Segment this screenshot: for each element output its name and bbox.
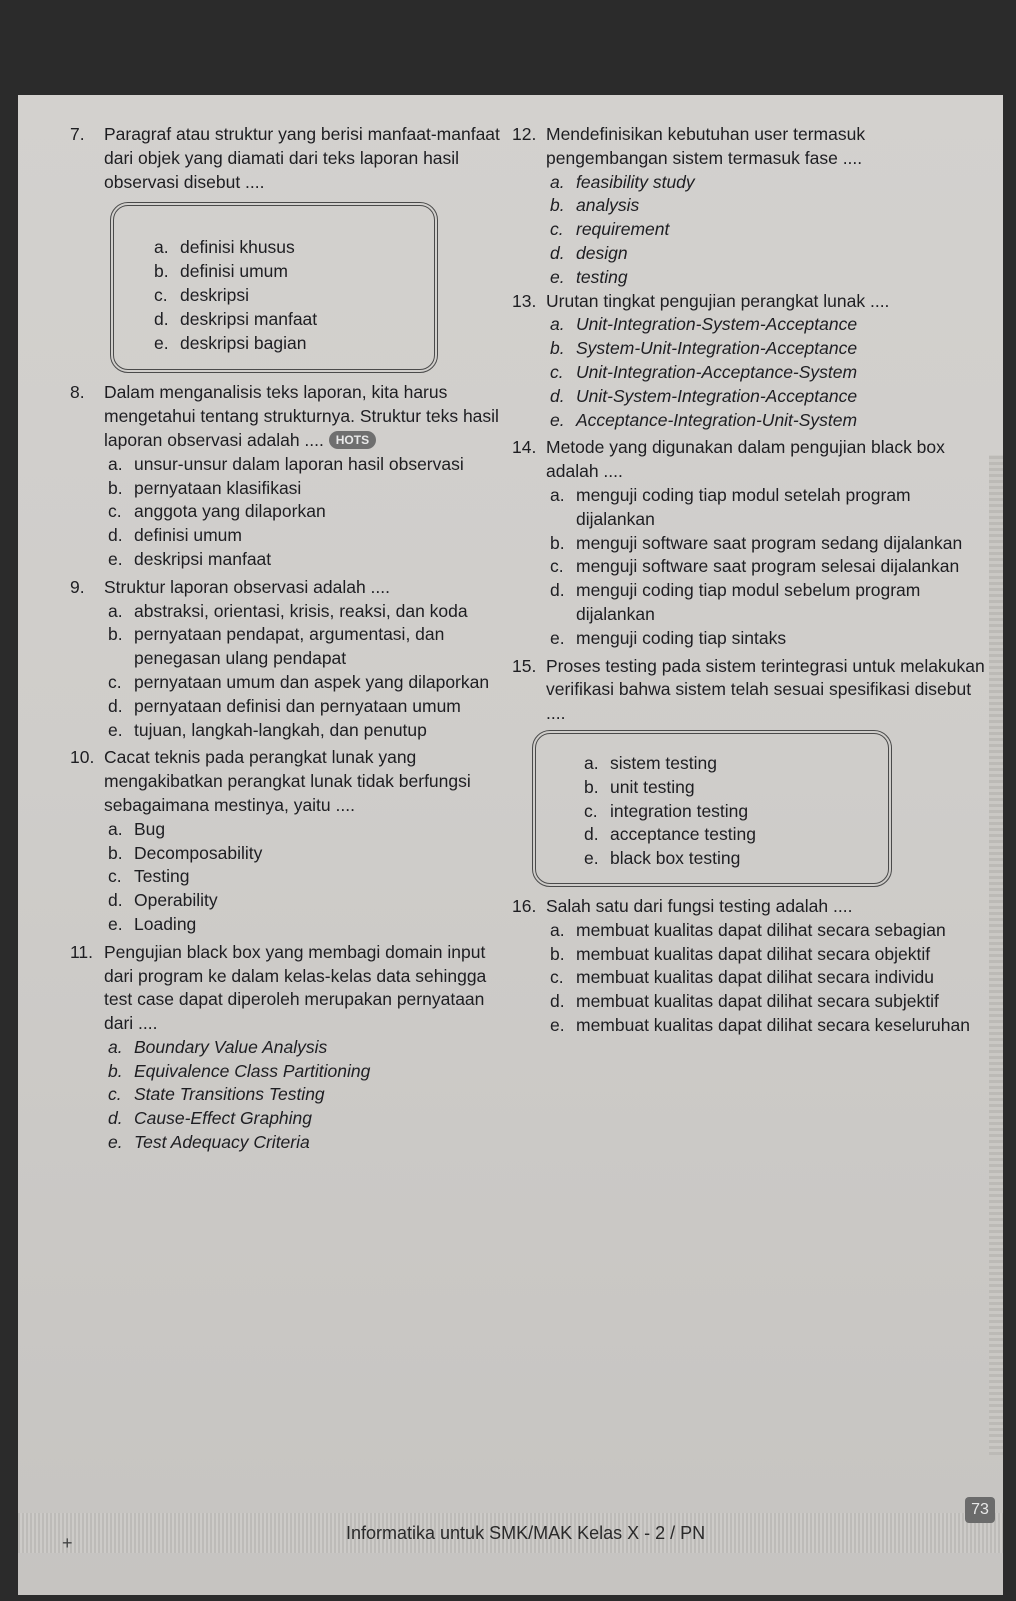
option-letter: c.: [550, 556, 564, 577]
question-13: [512, 290, 986, 433]
question-9: [70, 576, 500, 743]
text: [104, 381, 500, 452]
question-7: [70, 123, 500, 373]
option-letter: a.: [154, 237, 169, 258]
question-number: 16.: [512, 895, 537, 916]
option-letter: c.: [550, 361, 564, 382]
text: Decomposability: [134, 842, 263, 863]
option: [108, 477, 500, 501]
text: Unit-Integration-Acceptance-System: [576, 361, 858, 382]
option: [108, 1036, 500, 1060]
question-16: [512, 895, 986, 1038]
option: [550, 555, 986, 579]
option: [154, 332, 424, 356]
option: [108, 453, 500, 477]
question-number: 14.: [512, 437, 537, 458]
option: [550, 194, 986, 218]
question-number: 11.: [70, 941, 94, 962]
option: [550, 943, 986, 967]
text: Struktur laporan observasi adalah ....: [104, 576, 390, 597]
plus-icon: +: [62, 1533, 73, 1553]
text: Equivalence Class Partitioning: [134, 1060, 371, 1081]
question-number: 7.: [70, 124, 85, 144]
option-letter: d.: [550, 991, 565, 1012]
text: menguji coding tiap modul sebelum program dijalankan: [576, 580, 921, 624]
footer-title: Informatika untuk SMK/MAK Kelas X - 2 / PN: [346, 1523, 706, 1543]
text: menguji coding tiap modul setelah program dijalankan: [576, 484, 911, 529]
question-11: [70, 941, 500, 1155]
option: [154, 236, 424, 260]
text: Proses testing pada sistem terintegrasi untuk melakukan verifikasi bahwa sistem telah sesuai spesifikasi disebut ....: [546, 655, 985, 724]
option: [108, 1083, 500, 1107]
text: Cacat teknis pada perangkat lunak yang mengakibatkan perangkat lunak tidak berfungsi sebagaimana mestinya, yaitu ....: [104, 747, 471, 815]
option: [550, 532, 986, 556]
option: [550, 409, 986, 433]
text: pernyataan klasifikasi: [134, 477, 302, 498]
text: menguji software saat program sedang dijalankan: [576, 532, 963, 553]
text: Loading: [134, 913, 197, 934]
option-letter: b.: [108, 842, 123, 863]
decorative-option-frame: [532, 730, 892, 887]
text: Cause-Effect Graphing: [134, 1108, 313, 1129]
option-letter: e.: [154, 332, 169, 353]
text: membuat kualitas dapat dilihat secara individu: [576, 967, 934, 988]
text: Boundary Value Analysis: [134, 1036, 328, 1057]
option: [108, 671, 500, 695]
option-letter: d.: [108, 525, 123, 546]
option: [108, 1131, 500, 1155]
text: abstraksi, orientasi, krisis, reaksi, dan koda: [134, 600, 468, 621]
option: [550, 361, 986, 385]
option-letter: c.: [108, 1084, 122, 1105]
option: [154, 308, 424, 332]
text: Metode yang digunakan dalam pengujian black box adalah ....: [546, 437, 945, 482]
option: [108, 818, 500, 842]
text: design: [576, 242, 628, 263]
option-letter: e.: [108, 548, 123, 569]
page-edge-texture: [989, 455, 1003, 1455]
option-letter: c.: [108, 866, 122, 887]
option-letter: d.: [550, 385, 565, 406]
option-letter: b.: [108, 624, 123, 645]
option-letter: c.: [108, 501, 122, 522]
option-letter: c.: [108, 671, 122, 692]
option-letter: d.: [550, 242, 565, 263]
option: [584, 800, 878, 824]
option-letter: d.: [584, 824, 599, 845]
option: [550, 484, 986, 532]
option-letter: a.: [108, 1036, 123, 1057]
option: [550, 218, 986, 242]
option: [108, 524, 500, 548]
option: [108, 1060, 500, 1084]
text: Testing: [134, 866, 190, 887]
question-8: [70, 381, 500, 571]
option: [108, 719, 500, 743]
text: deskripsi bagian: [180, 332, 307, 353]
text: System-Unit-Integration-Acceptance: [576, 338, 858, 359]
text: analysis: [576, 195, 640, 216]
question-number: 9.: [70, 576, 85, 597]
option: [550, 337, 986, 361]
text: Pengujian black box yang membagi domain input dari program ke dalam kelas-kelas data sehingga test case dapat diperoleh merupakan pernyataan dari ....: [104, 941, 487, 1034]
option: [550, 579, 986, 627]
option: [584, 776, 878, 800]
text: State Transitions Testing: [134, 1084, 325, 1105]
text: menguji software saat program selesai dijalankan: [576, 556, 960, 577]
text: definisi umum: [180, 261, 288, 282]
option: [584, 752, 878, 776]
option-letter: c.: [550, 219, 564, 240]
text: pernyataan definisi dan pernyataan umum: [134, 695, 461, 716]
option-letter: b.: [584, 776, 599, 797]
text: definisi khusus: [180, 237, 295, 258]
hots-badge: HOTS: [329, 431, 376, 449]
option-letter: d.: [154, 308, 169, 329]
text: tujuan, langkah-langkah, dan penutup: [134, 719, 427, 740]
option-letter: e.: [550, 627, 565, 648]
question-number: 13.: [512, 290, 537, 311]
text: anggota yang dilaporkan: [134, 501, 326, 522]
option: [550, 990, 986, 1014]
right-column: [512, 123, 986, 1038]
option-letter: e.: [550, 1014, 565, 1035]
option-letter: c.: [550, 967, 564, 988]
question-15: [512, 655, 986, 887]
text: Unit-System-Integration-Acceptance: [576, 385, 858, 406]
text: feasibility study: [576, 171, 695, 192]
text: menguji coding tiap sintaks: [576, 627, 787, 648]
option-letter: d.: [550, 580, 565, 601]
page-number: 73: [965, 1497, 995, 1523]
text: definisi umum: [134, 525, 242, 546]
option-letter: a.: [550, 484, 565, 505]
option: [550, 1014, 986, 1038]
text: integration testing: [610, 800, 749, 821]
option-letter: e.: [108, 913, 123, 934]
text: membuat kualitas dapat dilihat secara sebagian: [576, 919, 946, 940]
option: [108, 500, 500, 524]
text: Test Adequacy Criteria: [134, 1132, 310, 1153]
option-letter: a.: [108, 600, 123, 621]
option: [550, 919, 986, 943]
option-letter: b.: [108, 1060, 123, 1081]
option: [550, 242, 986, 266]
option: [584, 823, 878, 847]
option: [550, 313, 986, 337]
option: [584, 847, 878, 871]
option-letter: d.: [108, 890, 123, 911]
text: membuat kualitas dapat dilihat secara subjektif: [576, 991, 939, 1012]
option-letter: e.: [550, 409, 565, 430]
question-number: 15.: [512, 655, 537, 676]
option: [550, 266, 986, 290]
option: [108, 842, 500, 866]
option-letter: b.: [550, 943, 565, 964]
text: Bug: [134, 818, 166, 839]
option: [108, 548, 500, 572]
option-letter: d.: [108, 695, 123, 716]
question-number: 8.: [70, 382, 85, 403]
option-letter: e.: [550, 266, 565, 287]
option-letter: c.: [154, 284, 168, 305]
option: [550, 627, 986, 651]
text: Dalam menganalisis teks laporan, kita harus mengetahui tentang strukturnya. Struktur teks hasil laporan observasi adalah ....: [104, 382, 499, 450]
text: membuat kualitas dapat dilihat secara objektif: [576, 943, 931, 964]
text: pernyataan pendapat, argumentasi, dan penegasan ulang pendapat: [134, 624, 445, 669]
option-letter: e.: [108, 719, 123, 740]
text: Acceptance-Integration-Unit-System: [576, 409, 858, 430]
option-letter: a.: [550, 171, 565, 192]
option: [550, 966, 986, 990]
text: testing: [576, 266, 628, 287]
option-letter: a.: [584, 752, 599, 773]
option-letter: e.: [584, 848, 599, 869]
option: [108, 865, 500, 889]
option: [108, 600, 500, 624]
text: pernyataan umum dan aspek yang dilaporkan: [134, 671, 490, 692]
option-letter: e.: [108, 1132, 123, 1153]
option: [108, 695, 500, 719]
text: Urutan tingkat pengujian perangkat lunak ....: [546, 290, 890, 311]
option-letter: b.: [550, 532, 565, 553]
text: deskripsi: [180, 284, 250, 305]
option-letter: a.: [550, 919, 565, 940]
question-10: [70, 746, 500, 936]
text: unit testing: [610, 776, 695, 797]
text: Salah satu dari fungsi testing adalah ....: [546, 895, 853, 916]
text: sistem testing: [610, 752, 717, 773]
option: [550, 171, 986, 195]
option-letter: d.: [108, 1108, 123, 1129]
text: deskripsi manfaat: [134, 548, 272, 569]
text: Operability: [134, 890, 218, 911]
option-letter: b.: [154, 261, 169, 282]
option-letter: c.: [584, 800, 598, 821]
text: unsur-unsur dalam laporan hasil observasi: [134, 453, 464, 474]
text: deskripsi manfaat: [180, 308, 318, 329]
option-letter: b.: [550, 195, 565, 216]
text: acceptance testing: [610, 824, 756, 845]
question-number: 12.: [512, 124, 537, 144]
text: membuat kualitas dapat dilihat secara keseluruhan: [576, 1014, 970, 1035]
text: black box testing: [610, 848, 741, 869]
option: [154, 284, 424, 308]
left-column: [70, 123, 500, 1155]
option: [108, 889, 500, 913]
option: [108, 913, 500, 937]
text: requirement: [576, 219, 670, 240]
question-12: [512, 123, 986, 290]
option-letter: b.: [550, 338, 565, 359]
option: [108, 1107, 500, 1131]
option: [154, 260, 424, 284]
decorative-option-frame: [110, 202, 438, 373]
textbook-page: [18, 95, 1003, 1595]
option: [108, 623, 500, 671]
option-letter: a.: [108, 453, 123, 474]
question-number: 10.: [70, 747, 95, 768]
question-14: [512, 436, 986, 650]
text: Mendefinisikan kebutuhan user termasuk pengembangan sistem termasuk fase ....: [546, 124, 866, 168]
option-letter: a.: [108, 818, 123, 839]
text: Paragraf atau struktur yang berisi manfaat-manfaat dari objek yang diamati dari teks laporan hasil observasi disebut ....: [104, 124, 500, 192]
option-letter: a.: [550, 314, 565, 335]
text: Unit-Integration-System-Acceptance: [576, 314, 858, 335]
option: [550, 385, 986, 409]
option-letter: b.: [108, 477, 123, 498]
